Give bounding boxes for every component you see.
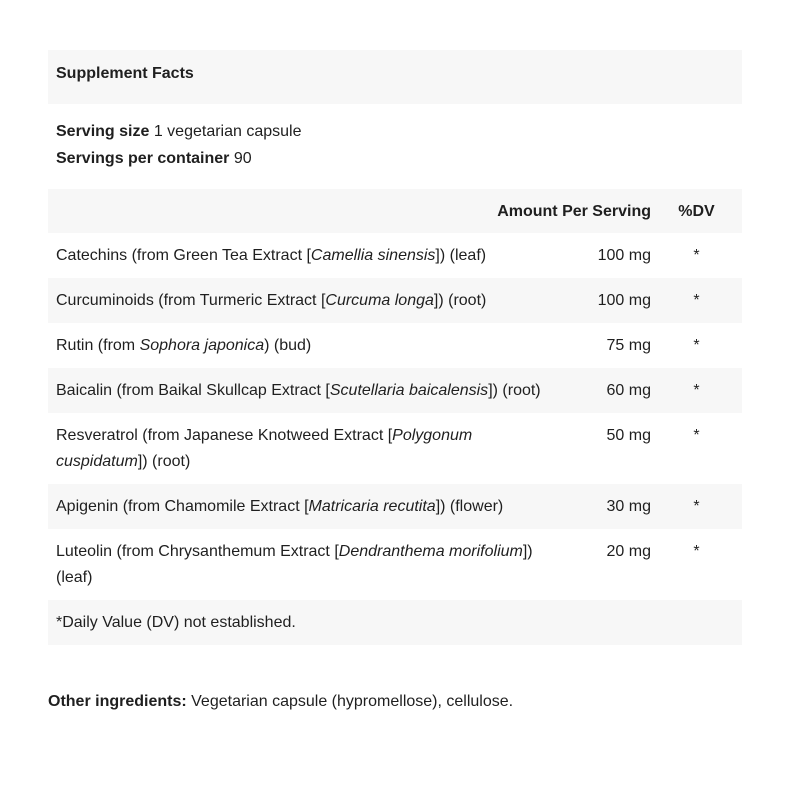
ingredient-botanical-name: Scutellaria baicalensis	[329, 382, 489, 399]
ingredient-part-text: ]) (root)	[433, 292, 487, 309]
ingredients-body	[48, 233, 742, 600]
ingredient-name-text: Catechins (from Green Tea Extract [	[56, 247, 311, 264]
other-ingredients-value: Vegetarian capsule (hypromellose), cellulose.	[186, 693, 514, 710]
ingredient-botanical-name: Curcuma longa	[325, 292, 434, 309]
ingredient-botanical-name: Matricaria recutita	[308, 498, 436, 515]
ingredient-part-text: ]) (root)	[137, 453, 191, 470]
ingredient-amount: 75 mg	[606, 337, 651, 354]
servings-per-container-value: 90	[233, 150, 252, 167]
ingredient-row	[48, 529, 742, 600]
ingredient-botanical-name: Polygonum cuspidatum	[56, 427, 473, 470]
ingredient-dv: *	[651, 484, 742, 529]
ingredient-amount: 30 mg	[576, 484, 651, 529]
ingredient-row	[48, 323, 742, 368]
ingredient-part-text: ]) (root)	[488, 382, 541, 399]
ingredient-row	[48, 368, 742, 413]
ingredient-dv: *	[651, 368, 742, 413]
ingredient-part-text: ]) (flower)	[435, 498, 504, 515]
ingredient-botanical-name: Dendranthema morifolium	[338, 543, 523, 560]
ingredient-name	[48, 278, 576, 323]
servings-per-container-label: Servings per container	[56, 150, 230, 167]
ingredient-name	[48, 529, 576, 600]
servings-per-container	[56, 145, 734, 172]
footnote-row	[48, 600, 742, 645]
ingredients-table	[48, 189, 742, 645]
ingredient-name-text: Luteolin (from Chrysanthemum Extract [	[56, 543, 339, 560]
ingredient-row	[48, 278, 742, 323]
ingredient-dv: *	[693, 337, 700, 354]
ingredient-name	[48, 233, 576, 278]
ingredient-amount: 20 mg	[606, 543, 651, 560]
table-header-row	[48, 189, 742, 233]
other-ingredients	[48, 693, 513, 711]
ingredient-name	[48, 323, 576, 368]
ingredient-row	[48, 413, 742, 484]
ingredient-botanical-name: Sophora japonica	[139, 337, 265, 354]
supplement-facts-panel	[48, 50, 742, 645]
ingredient-row	[48, 233, 742, 278]
ingredient-name-text: Apigenin (from Chamomile Extract [	[56, 498, 309, 515]
serving-size	[56, 118, 734, 145]
amount-per-serving-header: Amount Per Serving	[48, 189, 651, 233]
ingredient-amount: 100 mg	[597, 247, 651, 264]
ingredient-part-text: ]) (leaf)	[56, 543, 533, 586]
ingredient-amount: 100 mg	[576, 278, 651, 323]
ingredient-amount: 50 mg	[606, 427, 651, 444]
ingredient-dv: *	[693, 543, 700, 560]
ingredient-dv: *	[693, 247, 700, 264]
serving-size-value: 1 vegetarian capsule	[153, 123, 302, 140]
ingredient-part-text: ]) (leaf)	[435, 247, 487, 264]
ingredient-name	[48, 413, 576, 484]
ingredient-dv: *	[651, 278, 742, 323]
ingredient-name	[48, 368, 576, 413]
ingredient-name-text: Curcuminoids (from Turmeric Extract [	[56, 292, 326, 309]
serving-info	[48, 104, 742, 189]
ingredient-name-text: Baicalin (from Baikal Skullcap Extract [	[56, 382, 330, 399]
ingredient-dv: *	[693, 427, 700, 444]
ingredient-row	[48, 484, 742, 529]
ingredient-amount: 60 mg	[576, 368, 651, 413]
ingredient-name-text: Resveratrol (from Japanese Knotweed Extract [	[56, 427, 393, 444]
ingredient-name	[48, 484, 576, 529]
ingredient-name-text: Rutin (from	[56, 337, 140, 354]
ingredient-part-text: ) (bud)	[264, 337, 312, 354]
serving-size-label: Serving size	[56, 123, 150, 140]
dv-header: %DV	[651, 189, 742, 233]
dv-footnote: *Daily Value (DV) not established.	[48, 600, 742, 645]
other-ingredients-label: Other ingredients:	[48, 693, 187, 710]
supplement-facts-title: Supplement Facts	[48, 50, 742, 104]
ingredient-botanical-name: Camellia sinensis	[310, 247, 436, 264]
